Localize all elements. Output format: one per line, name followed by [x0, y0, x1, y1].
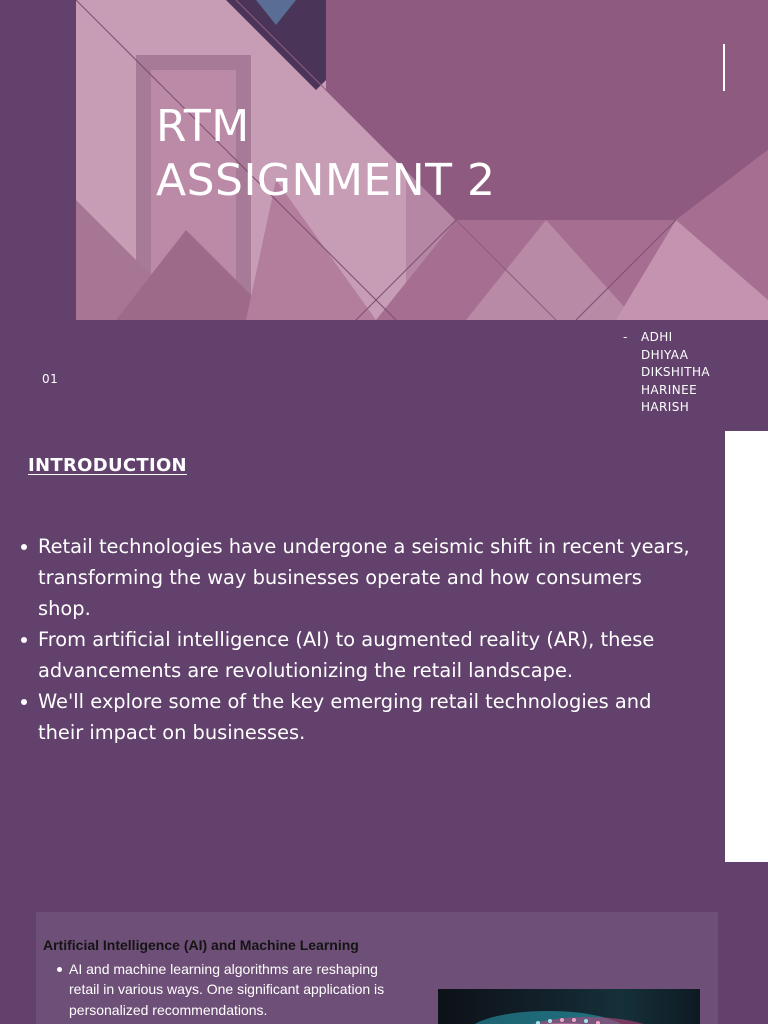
- presentation-title: [156, 100, 495, 208]
- intro-bullets: [20, 531, 700, 748]
- white-panel: [725, 431, 768, 862]
- title-line-1: RTM: [156, 101, 250, 152]
- divider-line: [723, 44, 725, 91]
- member-name: ADHI: [641, 330, 673, 344]
- ai-section-card: [36, 912, 718, 1024]
- member-name: HARISH: [641, 400, 690, 415]
- ai-section-bullets: [56, 959, 396, 1020]
- brain-illustration: [438, 989, 700, 1024]
- ai-brain-image: [438, 989, 700, 1024]
- member-name: DHIYAA: [641, 347, 689, 362]
- intro-bullet: We'll explore some of the key emerging retail technologies and their impact on businesses.: [20, 686, 700, 748]
- team-members: [623, 329, 710, 417]
- title-line-2: ASSIGNMENT 2: [156, 155, 496, 206]
- ai-section-heading: Artificial Intelligence (AI) and Machine Learning: [43, 937, 359, 953]
- member-name: HARINEE: [641, 382, 698, 397]
- ai-bullet: AI and machine learning algorithms are reshaping retail in various ways. One significant application is personalized recommendations.: [56, 959, 396, 1020]
- intro-bullet: Retail technologies have undergone a seismic shift in recent years, transforming the way businesses operate and how consumers shop.: [20, 531, 700, 624]
- slide-number: 01: [42, 372, 59, 386]
- members-dash: -: [623, 330, 628, 344]
- members-list: [641, 329, 710, 417]
- member-name: DIKSHITHA: [641, 365, 710, 380]
- intro-heading: INTRODUCTION: [28, 455, 187, 476]
- intro-bullet: From artificial intelligence (AI) to augmented reality (AR), these advancements are revolutionizing the retail landscape.: [20, 624, 700, 686]
